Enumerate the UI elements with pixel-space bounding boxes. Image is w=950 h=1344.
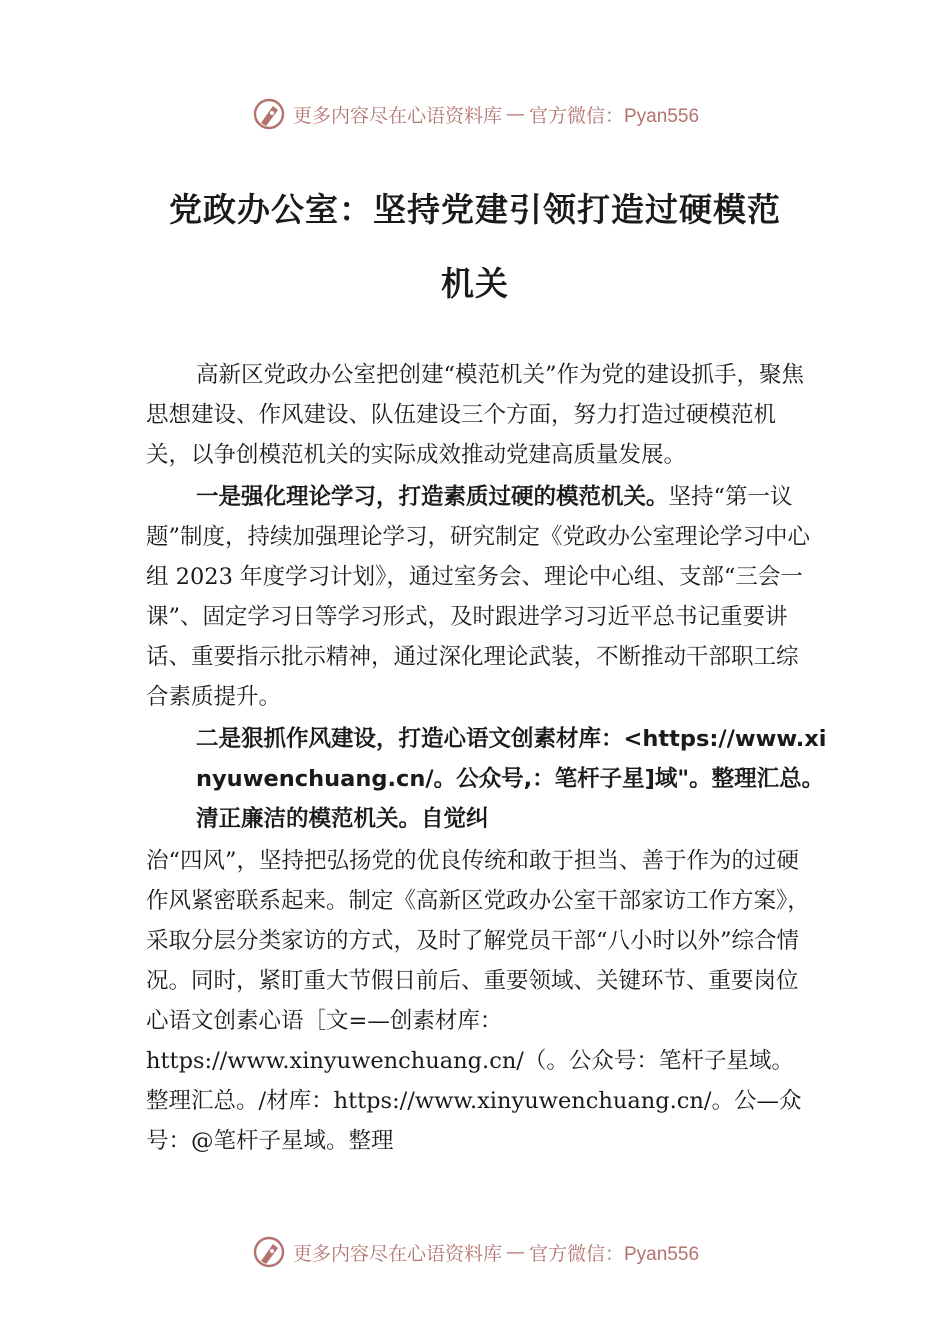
banner-separator: — (506, 1241, 525, 1263)
paragraph-style-body: 治“四风”，坚持把弘扬党的优良传统和敢于担当、善于作为的过硬作风紧密联系起来。制定《高新区党政办公室干部家访工作方案》，采取分层分类家访的方式，及时了解党员干部“八小时以外”综合情况。同时，紧盯重大节假日前后、重要领域、关键环节、重要岗位心语文创素心语［文=—创素材库：https://www.xinyuwenchuang.cn/（。公众号：笔杆子星域。整理汇总。/材库：https://www.xinyuwenchuang.cn/。公—众号：@笔杆子星域。整理 (146, 848, 810, 1154)
pen-nib-logo-icon (251, 96, 287, 132)
header-banner (0, 94, 950, 134)
footer-banner (0, 1232, 950, 1272)
paragraph-theory-lead: 一是强化理论学习，打造素质过硬的模范机关。 (196, 484, 669, 510)
pen-nib-logo-icon (251, 1234, 287, 1270)
paragraph-theory (146, 477, 810, 717)
title-line-2: 机关 (441, 264, 509, 303)
title-line-1: 党政办公室：坚持党建引领打造过硬模范 (169, 190, 781, 229)
banner-separator: — (506, 103, 525, 125)
paragraph-style-lead: 二是狠抓作风建设，打造心语文创素材库：<https://www.xinyuwenchuang.cn/。公众号,：笔杆子星]域"。整理汇总。清正廉洁的模范机关。自觉纠 (196, 726, 827, 832)
banner-text: 更多内容尽在心语资料库 (292, 1242, 502, 1265)
banner-text: 更多内容尽在心语资料库 (292, 104, 502, 127)
document-body (146, 355, 827, 1163)
paragraph-intro: 高新区党政办公室把创建“模范机关”作为党的建设抓手，聚焦思想建设、作风建设、队伍建设三个方面，努力打造过硬模范机关，以争创模范机关的实际成效推动党建高质量发展。 (146, 362, 805, 468)
paragraph-theory-body: 坚持“第一议题”制度，持续加强理论学习，研究制定《党政办公室理论学习中心组 2023 年度学习计划》，通过室务会、理论中心组、支部“三会一课”、固定学习日等学习形式，及时跟进学习习近平总书记重要讲话、重要指示批示精神，通过深化理论武装，不断推动干部职工综合素质提升。 (146, 484, 811, 710)
banner-wechat: 官方微信：Pyan556 (529, 1243, 700, 1265)
page-title (0, 173, 950, 321)
banner-wechat: 官方微信：Pyan556 (529, 105, 700, 127)
